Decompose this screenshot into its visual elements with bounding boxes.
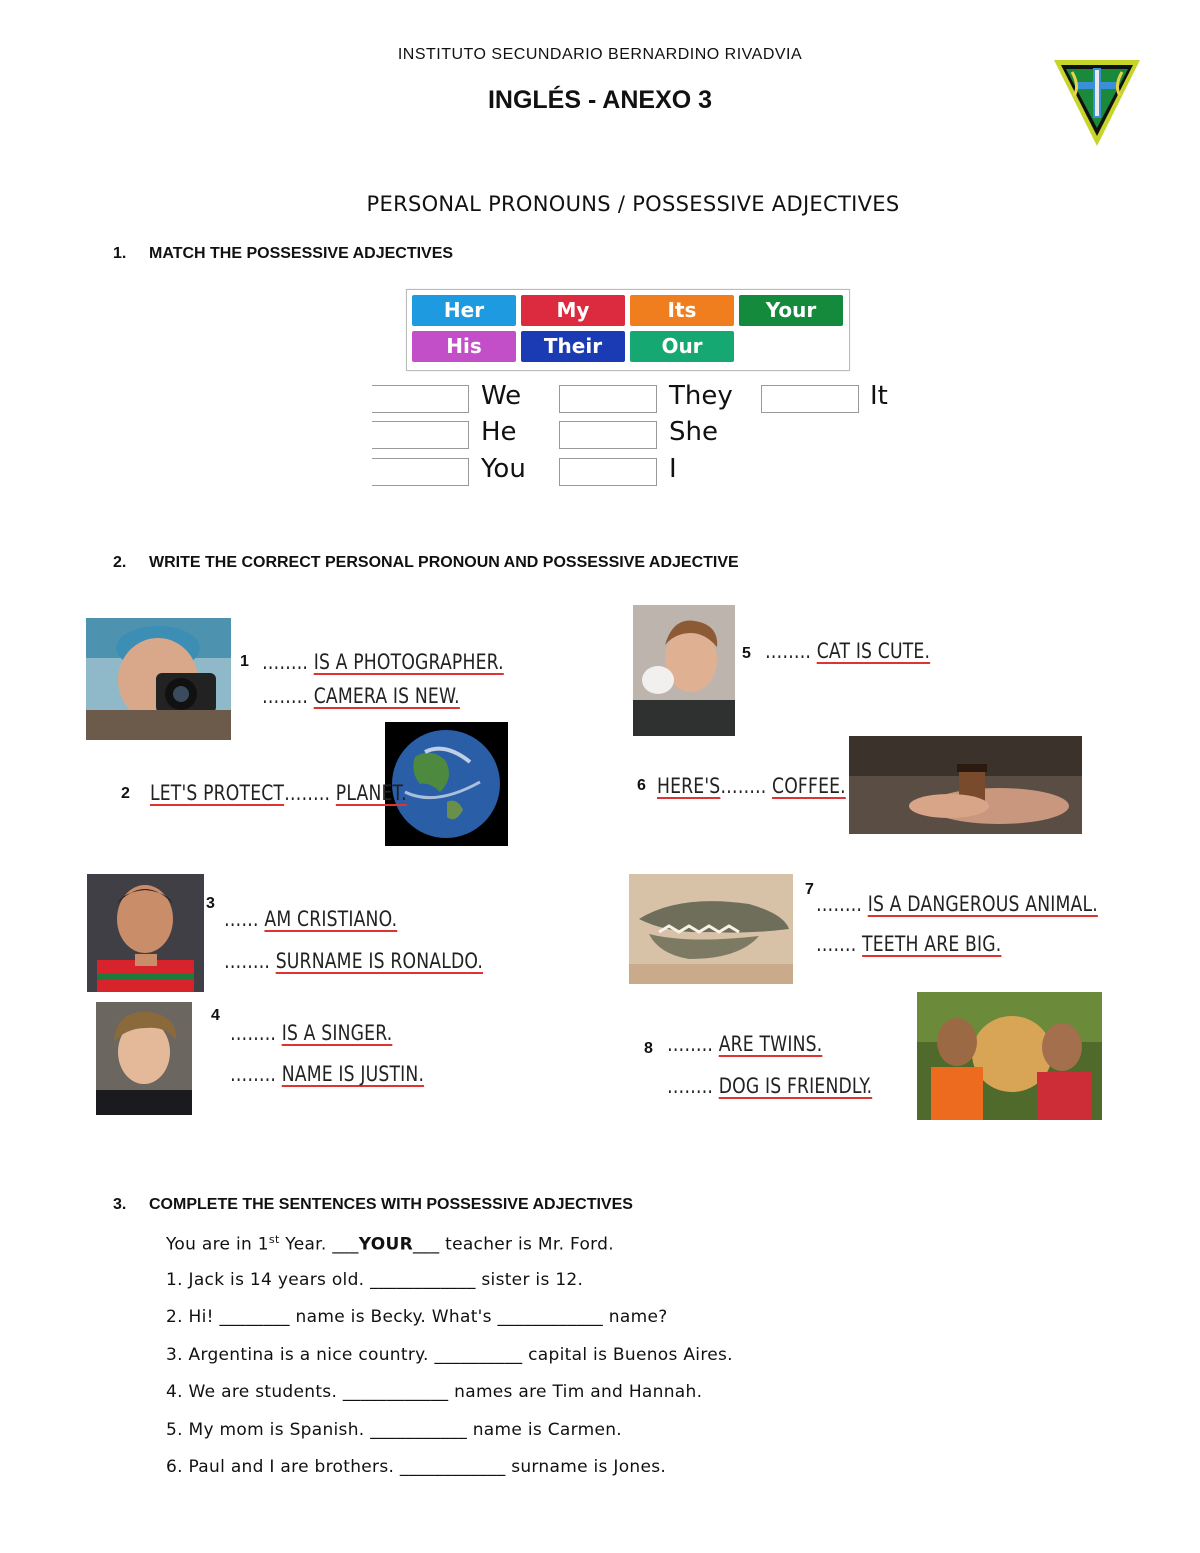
sentence-5[interactable]: 5. My mom is Spanish. ___________ name is Carmen.: [166, 1420, 622, 1440]
answer-box-i[interactable]: [559, 458, 657, 486]
school-crest-logo: [1052, 56, 1142, 148]
twins-with-dog-photo: [917, 992, 1102, 1120]
man-with-cat-photo: [633, 605, 735, 736]
item-2-line-1: LET'S PROTECT…….. PLANET.: [150, 781, 407, 805]
justin-photo: [96, 1002, 192, 1115]
answer-box-she[interactable]: [559, 421, 657, 449]
pronoun-he: He: [481, 417, 517, 447]
sentence-6[interactable]: 6. Paul and I are brothers. ____________ surname is Jones.: [166, 1457, 667, 1477]
coffee-photo: [849, 736, 1082, 834]
pronoun-they: They: [669, 381, 733, 411]
chip-his[interactable]: His: [412, 331, 516, 362]
photographer-photo: [86, 618, 231, 740]
pronoun-i: I: [669, 454, 677, 484]
page-title: INGLÉS - ANEXO 3: [487, 86, 713, 114]
section-3-heading: 3. COMPLETE THE SENTENCES WITH POSSESSIVE ADJECTIVES: [113, 1196, 633, 1213]
sentence-4[interactable]: 4. We are students. ____________ names are Tim and Hannah.: [166, 1382, 703, 1402]
sentence-2[interactable]: 2. Hi! ________ name is Becky. What's ____________ name?: [166, 1307, 668, 1327]
page-subtitle: PERSONAL PRONOUNS / POSSESSIVE ADJECTIVES: [366, 192, 900, 216]
answer-box-you[interactable]: [372, 458, 469, 486]
chip-your[interactable]: Your: [739, 295, 843, 326]
pronoun-it: It: [870, 381, 888, 411]
example-sentence: You are in 1st Year. ___YOUR___ teacher is Mr. Ford.: [166, 1233, 614, 1255]
item-1-line-1: …….. IS A PHOTOGRAPHER.: [262, 650, 504, 674]
chip-their[interactable]: Their: [521, 331, 625, 362]
pronoun-you: You: [481, 454, 526, 484]
sentence-1[interactable]: 1. Jack is 14 years old. ____________ sister is 12.: [166, 1270, 584, 1290]
chip-its[interactable]: Its: [630, 295, 734, 326]
item-4-line-1: …….. IS A SINGER.: [230, 1021, 393, 1045]
item-7-number: 7: [805, 881, 814, 898]
item-8-line-1: …….. ARE TWINS.: [667, 1032, 823, 1056]
crocodile-photo: [629, 874, 793, 984]
chip-my[interactable]: My: [521, 295, 625, 326]
item-8-number: 8: [644, 1040, 653, 1057]
item-3-line-1: …… AM CRISTIANO.: [224, 907, 398, 931]
item-5-number: 5: [742, 645, 751, 662]
item-7-line-2: ……. TEETH ARE BIG.: [816, 932, 1002, 956]
cristiano-photo: [87, 874, 204, 992]
item-1-number: 1: [240, 653, 249, 670]
item-5-line-1: …….. CAT IS CUTE.: [765, 639, 931, 663]
item-8-line-2: …….. DOG IS FRIENDLY.: [667, 1074, 873, 1098]
word-bank: [406, 289, 850, 371]
item-1-line-2: …….. CAMERA IS NEW.: [262, 684, 460, 708]
answer-box-we[interactable]: [372, 385, 469, 413]
answer-box-they[interactable]: [559, 385, 657, 413]
pronoun-she: She: [669, 417, 718, 447]
item-6-number: 6: [637, 777, 646, 794]
item-6-line-1: HERE'S…….. COFFEE.: [657, 774, 846, 798]
answer-box-it[interactable]: [761, 385, 859, 413]
answer-box-he[interactable]: [372, 421, 469, 449]
item-2-number: 2: [121, 785, 130, 802]
item-7-line-1: …….. IS A DANGEROUS ANIMAL.: [816, 892, 1098, 916]
sentence-3[interactable]: 3. Argentina is a nice country. __________ capital is Buenos Aires.: [166, 1345, 733, 1365]
item-3-line-2: …….. SURNAME IS RONALDO.: [224, 949, 484, 973]
school-name: INSTITUTO SECUNDARIO BERNARDINO RIVADVIA: [397, 46, 803, 63]
item-3-number: 3: [206, 895, 215, 912]
item-4-line-2: …….. NAME IS JUSTIN.: [230, 1062, 425, 1086]
section-1-heading: 1. MATCH THE POSSESSIVE ADJECTIVES: [113, 245, 454, 262]
section-2-heading: 2. WRITE THE CORRECT PERSONAL PRONOUN AND POSSESSIVE ADJECTIVE: [113, 554, 739, 571]
chip-her[interactable]: Her: [412, 295, 516, 326]
chip-our[interactable]: Our: [630, 331, 734, 362]
pronoun-we: We: [481, 381, 522, 411]
item-4-number: 4: [211, 1007, 220, 1024]
